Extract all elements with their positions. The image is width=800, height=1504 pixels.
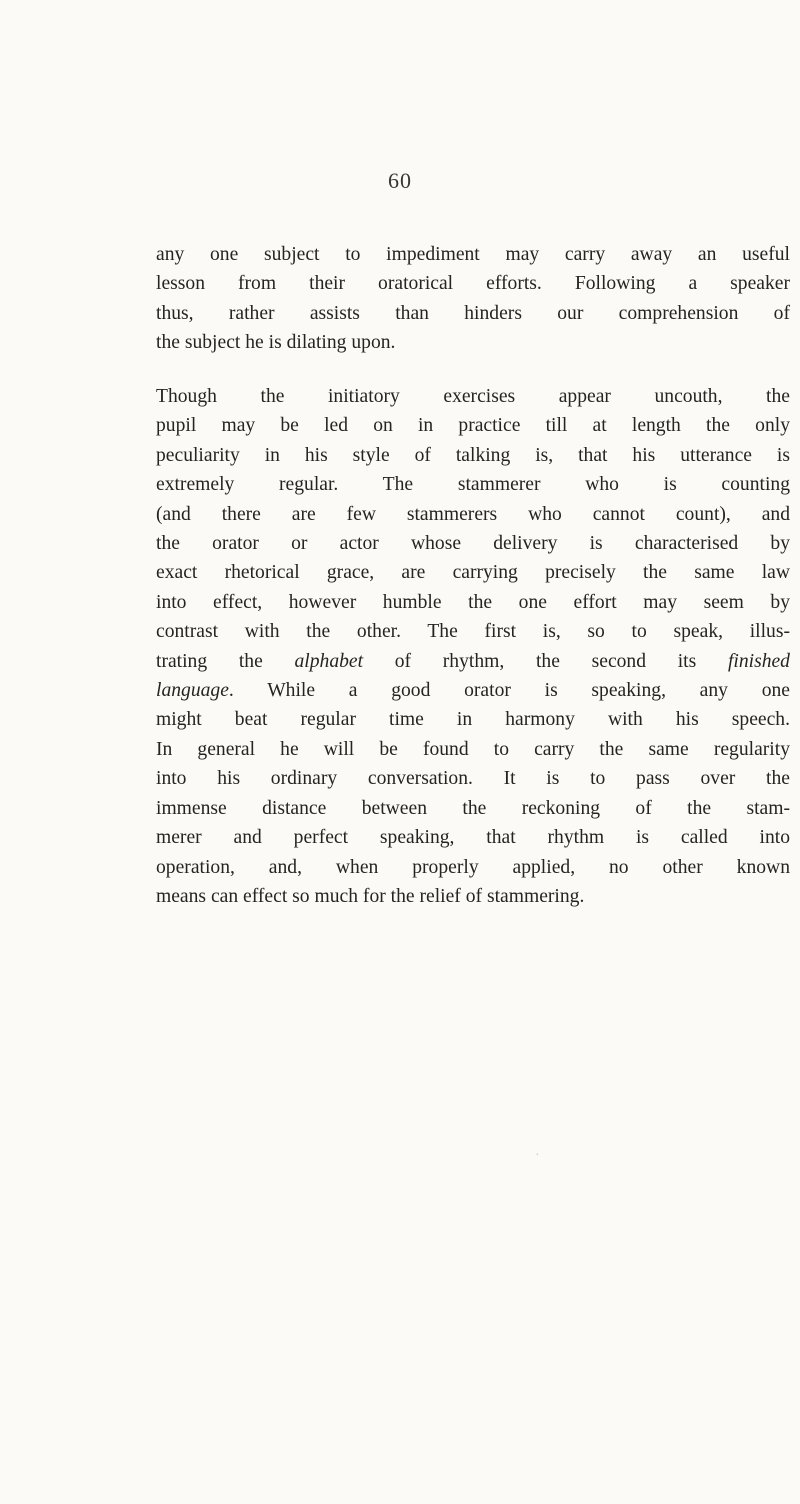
text-line: exact rhetorical grace, are carrying precisely the same law <box>156 562 790 584</box>
italic-phrase: alphabet <box>294 650 364 672</box>
text-line: the orator or actor whose delivery is characterised by <box>156 533 790 555</box>
text-line: language. While a good orator is speaking, any one <box>156 680 790 702</box>
text-line: any one subject to impediment may carry away an useful <box>156 244 790 265</box>
text-line: lesson from their oratorical efforts. Following a speaker <box>156 273 790 295</box>
text-line: into effect, however humble the one effort may seem by <box>156 591 790 613</box>
text-line: trating the alphabet of rhythm, the second its finished <box>156 650 790 672</box>
text-line: In general he will be found to carry the same regularity <box>156 738 790 760</box>
text-line: extremely regular. The stammerer who is counting <box>156 474 790 496</box>
text-line: pupil may be led on in practice till at length the only <box>156 415 790 437</box>
paragraph-2 <box>156 382 790 911</box>
page-number: 60 <box>388 168 412 193</box>
text-line: the subject he is dilating upon. <box>156 332 396 354</box>
text-line: into his ordinary conversation. It is to pass over the <box>156 768 790 790</box>
paragraph-1 <box>156 240 790 358</box>
text-line: contrast with the other. The first is, so to speak, illus- <box>156 621 790 643</box>
text-line: operation, and, when properly applied, no other known <box>156 856 790 878</box>
italic-phrase: finished <box>727 650 790 672</box>
text-line: (and there are few stammerers who cannot count), and <box>156 503 790 525</box>
text-line: might beat regular time in harmony with his speech. <box>156 709 790 731</box>
text-line: immense distance between the reckoning of the stam- <box>156 797 790 819</box>
text-line: peculiarity in his style of talking is, that his utterance is <box>156 444 790 466</box>
text-line: means can effect so much for the relief of stammering. <box>156 885 585 907</box>
text-line: merer and perfect speaking, that rhythm is called into <box>156 827 790 849</box>
text-line: thus, rather assists than hinders our comprehension of <box>156 302 790 324</box>
text-line: Though the initiatory exercises appear uncouth, the <box>156 386 790 407</box>
paper-speck: · <box>535 1148 540 1163</box>
italic-phrase: language <box>156 680 229 702</box>
